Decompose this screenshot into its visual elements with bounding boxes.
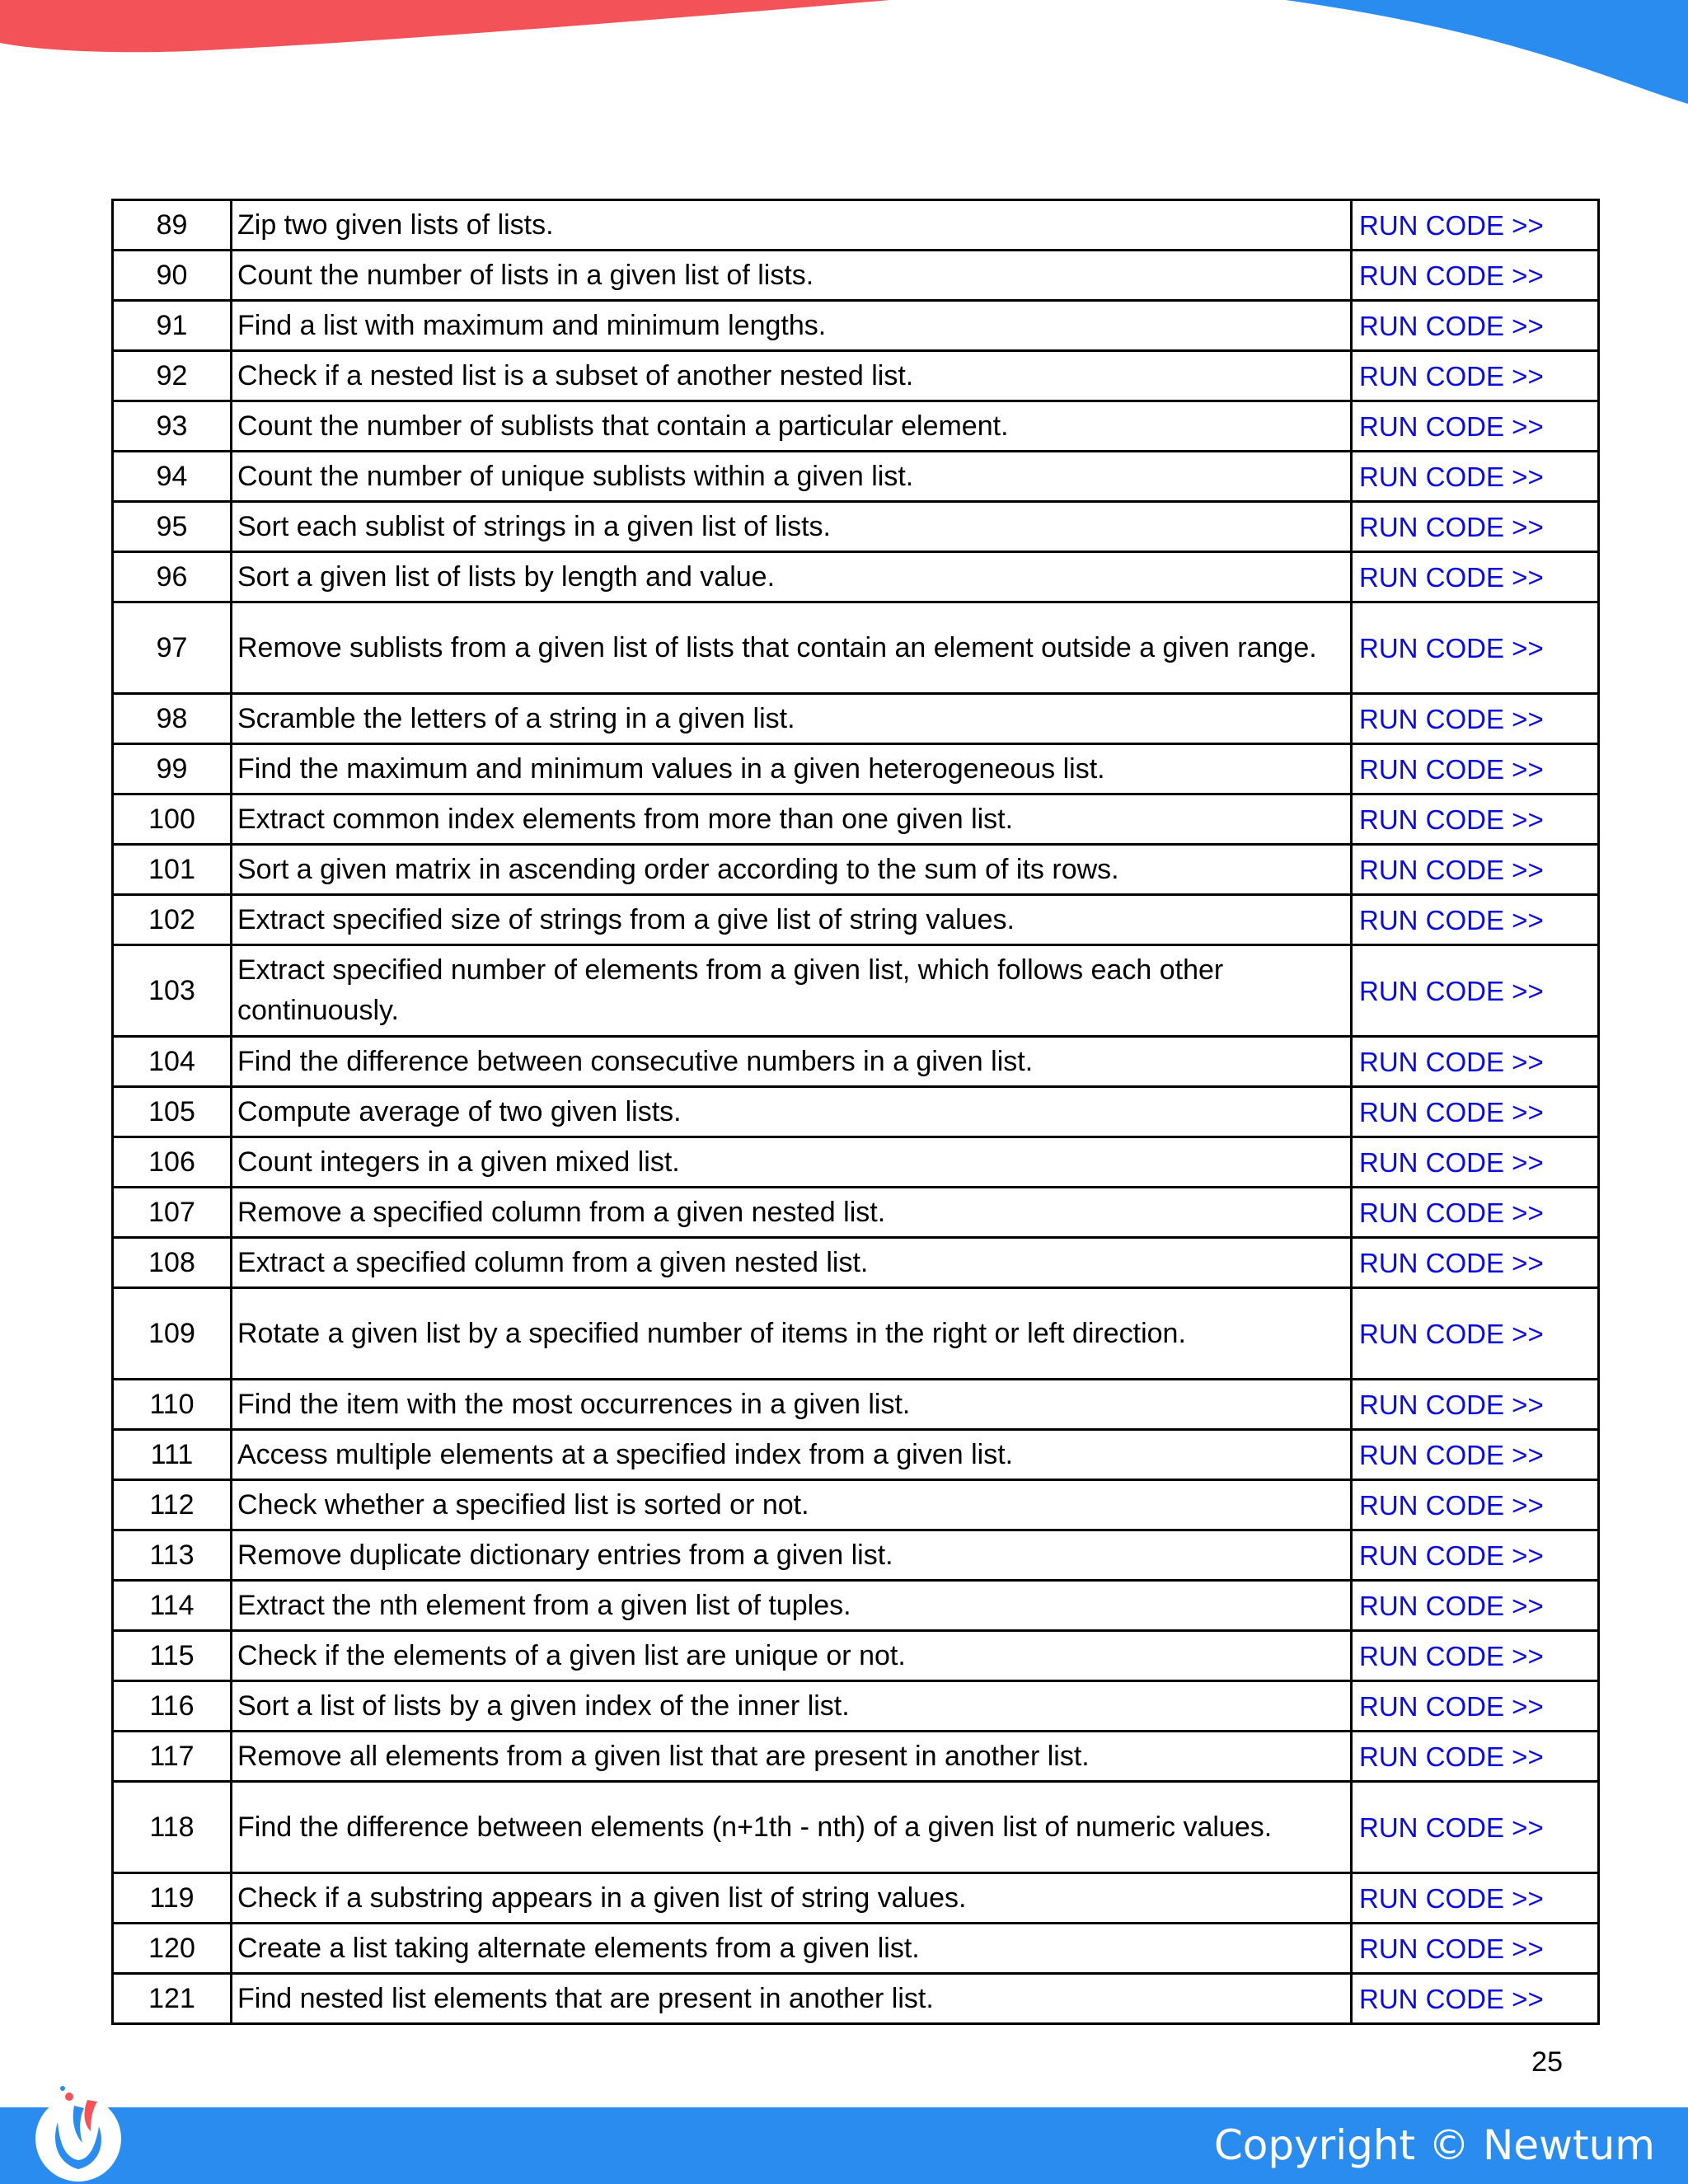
run-code-link[interactable]: RUN CODE >> <box>1352 1480 1599 1530</box>
run-code-link[interactable]: RUN CODE >> <box>1352 1681 1599 1732</box>
table-row <box>113 502 1599 552</box>
row-number: 116 <box>113 1681 232 1732</box>
newtum-logo-icon <box>33 2077 124 2184</box>
table-row <box>113 945 1599 1037</box>
run-code-link[interactable]: RUN CODE >> <box>1352 945 1599 1037</box>
row-number: 96 <box>113 552 232 602</box>
table-row <box>113 1087 1599 1137</box>
exercise-description: Sort a given matrix in ascending order according to the sum of its rows. <box>232 845 1352 895</box>
run-code-link[interactable]: RUN CODE >> <box>1352 1087 1599 1137</box>
run-code-link[interactable]: RUN CODE >> <box>1352 1430 1599 1480</box>
row-number: 109 <box>113 1288 232 1380</box>
table-row <box>113 1480 1599 1530</box>
exercise-description: Check if a substring appears in a given list of string values. <box>232 1873 1352 1924</box>
exercise-description: Rotate a given list by a specified number of items in the right or left direction. <box>232 1288 1352 1380</box>
page-number: 25 <box>1531 2046 1563 2078</box>
exercise-description: Extract specified number of elements from a given list, which follows each other continuously. <box>232 945 1352 1037</box>
row-number: 110 <box>113 1380 232 1430</box>
run-code-link[interactable]: RUN CODE >> <box>1352 845 1599 895</box>
row-number: 106 <box>113 1137 232 1188</box>
table-row <box>113 200 1599 251</box>
run-code-link[interactable]: RUN CODE >> <box>1352 1581 1599 1631</box>
table-row <box>113 1782 1599 1873</box>
table-row <box>113 1681 1599 1732</box>
exercise-description: Find the difference between elements (n+1th - nth) of a given list of numeric values. <box>232 1782 1352 1873</box>
table-row <box>113 1974 1599 2024</box>
table-row <box>113 401 1599 452</box>
run-code-link[interactable]: RUN CODE >> <box>1352 1530 1599 1581</box>
table-row <box>113 845 1599 895</box>
exercise-description: Extract the nth element from a given list of tuples. <box>232 1581 1352 1631</box>
run-code-link[interactable]: RUN CODE >> <box>1352 1974 1599 2024</box>
table-row <box>113 1631 1599 1681</box>
exercise-description: Remove sublists from a given list of lists that contain an element outside a given range. <box>232 602 1352 694</box>
exercise-description: Find the maximum and minimum values in a given heterogeneous list. <box>232 744 1352 794</box>
row-number: 118 <box>113 1782 232 1873</box>
row-number: 90 <box>113 251 232 301</box>
exercise-description: Find a list with maximum and minimum lengths. <box>232 301 1352 351</box>
exercise-description: Count integers in a given mixed list. <box>232 1137 1352 1188</box>
run-code-link[interactable]: RUN CODE >> <box>1352 1188 1599 1238</box>
table-row <box>113 794 1599 845</box>
exercise-description: Compute average of two given lists. <box>232 1087 1352 1137</box>
row-number: 113 <box>113 1530 232 1581</box>
header-decoration <box>0 0 1688 115</box>
table-row <box>113 744 1599 794</box>
run-code-link[interactable]: RUN CODE >> <box>1352 502 1599 552</box>
exercise-description: Scramble the letters of a string in a given list. <box>232 694 1352 744</box>
row-number: 95 <box>113 502 232 552</box>
row-number: 107 <box>113 1188 232 1238</box>
row-number: 98 <box>113 694 232 744</box>
run-code-link[interactable]: RUN CODE >> <box>1352 351 1599 401</box>
exercise-description: Check whether a specified list is sorted or not. <box>232 1480 1352 1530</box>
row-number: 105 <box>113 1087 232 1137</box>
row-number: 115 <box>113 1631 232 1681</box>
exercise-description: Sort a list of lists by a given index of the inner list. <box>232 1681 1352 1732</box>
row-number: 117 <box>113 1732 232 1782</box>
run-code-link[interactable]: RUN CODE >> <box>1352 1037 1599 1087</box>
run-code-link[interactable]: RUN CODE >> <box>1352 895 1599 945</box>
exercise-description: Access multiple elements at a specified index from a given list. <box>232 1430 1352 1480</box>
table-row <box>113 1430 1599 1480</box>
row-number: 97 <box>113 602 232 694</box>
table-row <box>113 301 1599 351</box>
row-number: 104 <box>113 1037 232 1087</box>
table-row <box>113 1581 1599 1631</box>
exercise-description: Remove all elements from a given list that are present in another list. <box>232 1732 1352 1782</box>
exercise-description: Extract a specified column from a given nested list. <box>232 1238 1352 1288</box>
exercise-description: Check if a nested list is a subset of another nested list. <box>232 351 1352 401</box>
exercise-description: Count the number of unique sublists within a given list. <box>232 452 1352 502</box>
run-code-link[interactable]: RUN CODE >> <box>1352 1238 1599 1288</box>
table-row <box>113 1380 1599 1430</box>
run-code-link[interactable]: RUN CODE >> <box>1352 744 1599 794</box>
row-number: 119 <box>113 1873 232 1924</box>
exercise-table <box>111 199 1600 2025</box>
row-number: 94 <box>113 452 232 502</box>
exercise-description: Remove duplicate dictionary entries from a given list. <box>232 1530 1352 1581</box>
run-code-link[interactable]: RUN CODE >> <box>1352 1137 1599 1188</box>
exercise-description: Find nested list elements that are present in another list. <box>232 1974 1352 2024</box>
exercise-description: Sort each sublist of strings in a given list of lists. <box>232 502 1352 552</box>
row-number: 120 <box>113 1924 232 1974</box>
row-number: 99 <box>113 744 232 794</box>
exercise-description: Create a list taking alternate elements from a given list. <box>232 1924 1352 1974</box>
run-code-link[interactable]: RUN CODE >> <box>1352 1782 1599 1873</box>
exercise-description: Count the number of sublists that contain a particular element. <box>232 401 1352 452</box>
run-code-link[interactable]: RUN CODE >> <box>1352 1288 1599 1380</box>
exercise-description: Sort a given list of lists by length and value. <box>232 552 1352 602</box>
table-row <box>113 1037 1599 1087</box>
table-row <box>113 1530 1599 1581</box>
row-number: 108 <box>113 1238 232 1288</box>
exercise-description: Check if the elements of a given list are unique or not. <box>232 1631 1352 1681</box>
table-row <box>113 895 1599 945</box>
table-row <box>113 1924 1599 1974</box>
run-code-link[interactable]: RUN CODE >> <box>1352 251 1599 301</box>
run-code-link[interactable]: RUN CODE >> <box>1352 1732 1599 1782</box>
table-row <box>113 602 1599 694</box>
exercise-description: Remove a specified column from a given nested list. <box>232 1188 1352 1238</box>
table-row <box>113 1137 1599 1188</box>
table-row <box>113 351 1599 401</box>
row-number: 89 <box>113 200 232 251</box>
row-number: 101 <box>113 845 232 895</box>
run-code-link[interactable]: RUN CODE >> <box>1352 452 1599 502</box>
footer-copyright: Copyright © Newtum <box>1213 2121 1655 2169</box>
row-number: 92 <box>113 351 232 401</box>
exercise-description: Extract specified size of strings from a give list of string values. <box>232 895 1352 945</box>
run-code-link[interactable]: RUN CODE >> <box>1352 794 1599 845</box>
run-code-link[interactable]: RUN CODE >> <box>1352 1924 1599 1974</box>
table-row <box>113 552 1599 602</box>
row-number: 114 <box>113 1581 232 1631</box>
exercise-description: Zip two given lists of lists. <box>232 200 1352 251</box>
exercise-description: Find the item with the most occurrences in a given list. <box>232 1380 1352 1430</box>
row-number: 100 <box>113 794 232 845</box>
row-number: 112 <box>113 1480 232 1530</box>
row-number: 93 <box>113 401 232 452</box>
run-code-link[interactable]: RUN CODE >> <box>1352 1873 1599 1924</box>
table-row <box>113 452 1599 502</box>
row-number: 91 <box>113 301 232 351</box>
run-code-link[interactable]: RUN CODE >> <box>1352 200 1599 251</box>
exercise-description: Find the difference between consecutive numbers in a given list. <box>232 1037 1352 1087</box>
row-number: 102 <box>113 895 232 945</box>
row-number: 121 <box>113 1974 232 2024</box>
table-row <box>113 1288 1599 1380</box>
run-code-link[interactable]: RUN CODE >> <box>1352 1631 1599 1681</box>
table-row <box>113 1732 1599 1782</box>
run-code-link[interactable]: RUN CODE >> <box>1352 401 1599 452</box>
exercise-description: Extract common index elements from more than one given list. <box>232 794 1352 845</box>
row-number: 111 <box>113 1430 232 1480</box>
table-row <box>113 1238 1599 1288</box>
run-code-link[interactable]: RUN CODE >> <box>1352 301 1599 351</box>
run-code-link[interactable]: RUN CODE >> <box>1352 694 1599 744</box>
run-code-link[interactable]: RUN CODE >> <box>1352 1380 1599 1430</box>
table-row <box>113 694 1599 744</box>
table-row <box>113 251 1599 301</box>
exercise-description: Count the number of lists in a given list of lists. <box>232 251 1352 301</box>
row-number: 103 <box>113 945 232 1037</box>
table-row <box>113 1873 1599 1924</box>
run-code-link[interactable]: RUN CODE >> <box>1352 552 1599 602</box>
run-code-link[interactable]: RUN CODE >> <box>1352 602 1599 694</box>
table-row <box>113 1188 1599 1238</box>
